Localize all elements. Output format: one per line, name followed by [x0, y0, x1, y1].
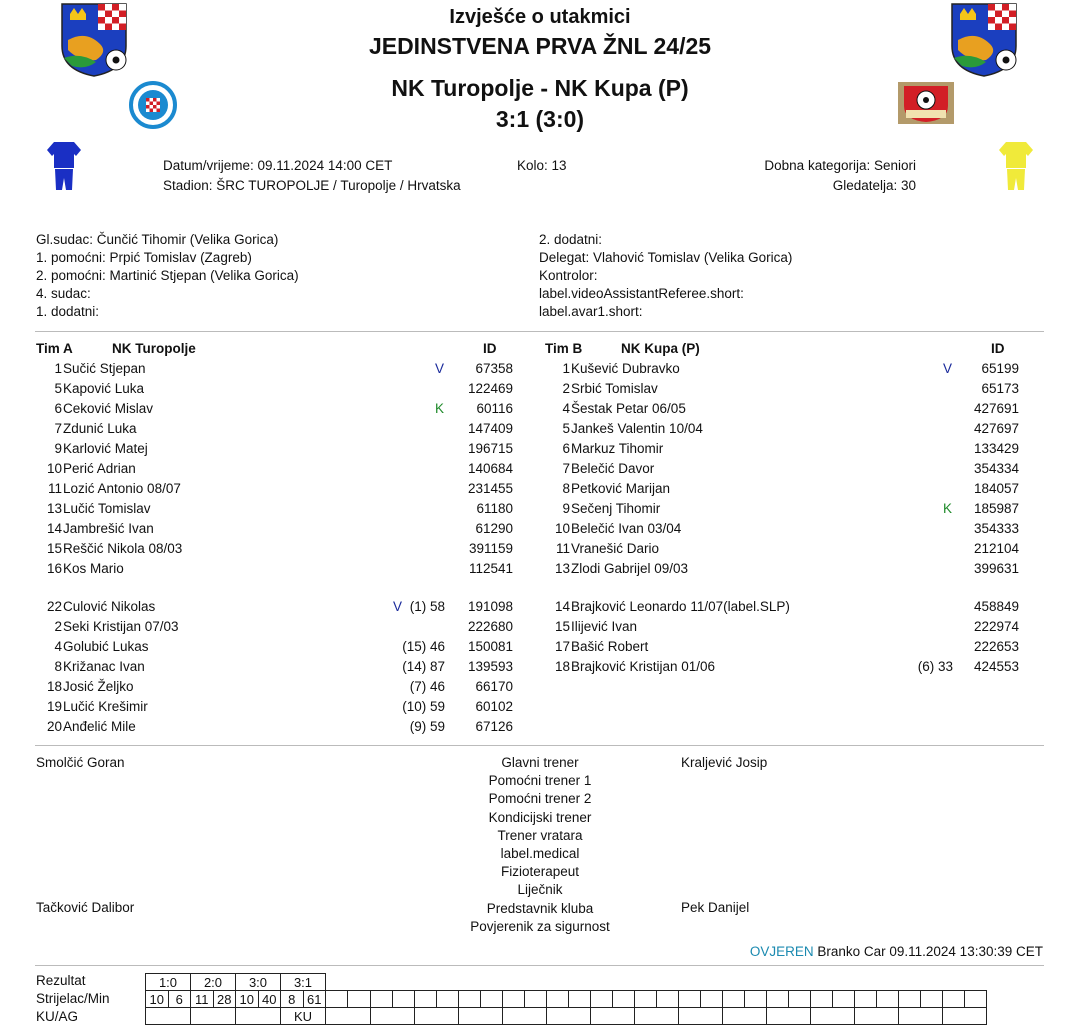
result-cell: [766, 974, 810, 991]
county-crest-right: [946, 0, 1022, 78]
player-number: 11: [47, 481, 62, 496]
player-role-mark: K: [943, 501, 953, 516]
scorer-cell: [788, 991, 810, 1008]
divider-staff: [35, 745, 1044, 746]
player-id: 196715: [467, 441, 513, 456]
ku-cell: [810, 1008, 854, 1025]
player-name: Sečenj Tihomir: [571, 501, 661, 516]
player-number: 7: [562, 461, 570, 476]
match-stadium: Stadion: ŠRC TUROPOLJE / Turopolje / Hrvatska: [163, 178, 461, 193]
scorer-cell: [392, 991, 414, 1008]
player-number: 14: [554, 599, 570, 614]
player-id: 60102: [475, 699, 513, 714]
scorer-cell: 11: [191, 991, 214, 1008]
player-name: Markuz Tihomir: [571, 441, 664, 456]
staff-role: Liječnik: [517, 882, 563, 898]
ku-cell: [854, 1008, 898, 1025]
player-id: 150081: [467, 639, 513, 654]
staff-role: Povjerenik za sigurnost: [470, 918, 610, 934]
player-substitution: (9) 59: [409, 719, 445, 734]
scorer-cell: [502, 991, 524, 1008]
player-number: 11: [555, 541, 570, 556]
ku-cell: KU: [281, 1008, 326, 1025]
verification-line: [600, 943, 1043, 961]
scorer-cell: [546, 991, 568, 1008]
player-name: Anđelić Mile: [63, 719, 136, 734]
scorer-cell: [348, 991, 370, 1008]
turopolje-club-logo: [129, 78, 177, 133]
age-category: Dobna kategorija: Seniori: [764, 158, 916, 173]
staff-role: Trener vratara: [497, 827, 583, 843]
player-role-mark: K: [435, 401, 445, 416]
scorer-label: Strijelac/Min: [36, 991, 110, 1006]
result-cell: [590, 974, 634, 991]
team-a-head-coach: Smolčić Goran: [36, 755, 125, 770]
player-number: 2: [562, 381, 570, 396]
player-name: Bašić Robert: [571, 639, 649, 654]
scorer-cell: [436, 991, 458, 1008]
player-name: Križanac Ivan: [63, 659, 145, 674]
result-cell: [810, 974, 854, 991]
player-id: 67126: [475, 719, 513, 734]
player-name: Lučić Krešimir: [63, 699, 148, 714]
attendance: Gledatelja: 30: [832, 178, 916, 193]
result-cell: [722, 974, 766, 991]
scorer-cell: [480, 991, 502, 1008]
ku-cell: [546, 1008, 590, 1025]
player-name: Šestak Petar 06/05: [571, 401, 686, 416]
player-name: Lučić Tomislav: [63, 501, 151, 516]
ku-cell: [414, 1008, 458, 1025]
player-id: 191098: [467, 599, 513, 614]
official-line: Delegat: Vlahović Tomislav (Velika Gorica): [539, 250, 793, 265]
player-name: Zdunić Luka: [63, 421, 137, 436]
scorer-cell: [326, 991, 348, 1008]
scorer-cell: [964, 991, 986, 1008]
ku-cell: [590, 1008, 634, 1025]
ku-cell: [236, 1008, 281, 1025]
player-number: 8: [54, 659, 62, 674]
team-a-label: Tim A: [36, 341, 73, 356]
player-number: 4: [54, 639, 62, 654]
team-b-label: Tim B: [545, 341, 583, 356]
scorer-cell: [810, 991, 832, 1008]
player-number: 6: [562, 441, 570, 456]
player-number: 13: [46, 501, 62, 516]
player-id: 61180: [476, 501, 513, 516]
player-number: 20: [46, 719, 62, 734]
player-name: Lozić Antonio 08/07: [63, 481, 181, 496]
player-number: 6: [54, 401, 62, 416]
scorer-cell: [678, 991, 700, 1008]
ku-cell: [722, 1008, 766, 1025]
staff-role: Fizioterapeut: [500, 864, 580, 880]
player-id: 458849: [973, 599, 1019, 614]
player-substitution: (1) 58: [409, 599, 445, 614]
result-cell: [502, 974, 546, 991]
player-number: 1: [54, 361, 62, 376]
scorer-cell: [568, 991, 590, 1008]
player-role-mark: V: [435, 361, 445, 376]
player-number: 19: [46, 699, 62, 714]
result-cell: 3:1: [281, 974, 326, 991]
competition-title: JEDINSTVENA PRVA ŽNL 24/25: [368, 33, 712, 59]
player-number: 9: [54, 441, 62, 456]
scorer-cell: [832, 991, 854, 1008]
ku-cell: [634, 1008, 678, 1025]
match-round: Kolo: 13: [517, 158, 567, 173]
result-cell: [678, 974, 722, 991]
scorer-cell: 10: [146, 991, 169, 1008]
player-name: Jambrešić Ivan: [63, 521, 154, 536]
scorer-row: [146, 991, 987, 1008]
team-a-representative: Tačković Dalibor: [36, 900, 135, 915]
player-name: Culović Nikolas: [63, 599, 156, 614]
player-number: 22: [46, 599, 62, 614]
player-id: 184057: [973, 481, 1019, 496]
player-number: 5: [54, 381, 62, 396]
result-cell: [458, 974, 502, 991]
scorer-cell: 6: [168, 991, 191, 1008]
official-line: Kontrolor:: [539, 268, 598, 283]
player-name: Seki Kristijan 07/03: [63, 619, 179, 634]
match-datetime: Datum/vrijeme: 09.11.2024 14:00 CET: [163, 158, 393, 173]
ku-row: [146, 1008, 987, 1025]
player-number: 17: [554, 639, 570, 654]
player-id: 185987: [973, 501, 1019, 516]
player-name: Ceković Mislav: [63, 401, 154, 416]
ku-label: KU/AG: [36, 1009, 79, 1024]
player-number: 5: [562, 421, 570, 436]
player-number: 2: [54, 619, 62, 634]
score-table: [145, 973, 987, 1025]
verification-status: OVJEREN: [749, 944, 814, 959]
player-name: Karlović Matej: [63, 441, 148, 456]
player-substitution: (15) 46: [402, 639, 445, 654]
player-name: Zlodi Gabrijel 09/03: [571, 561, 689, 576]
result-cell: [898, 974, 942, 991]
team-a-id-header: ID: [483, 341, 497, 356]
player-id: 427697: [973, 421, 1019, 436]
county-crest-left: [56, 0, 132, 78]
player-role-mark: V: [943, 361, 953, 376]
player-name: Josić Željko: [63, 679, 134, 694]
scorer-cell: 8: [281, 991, 304, 1008]
scorer-cell: [854, 991, 876, 1008]
player-id: 65199: [981, 361, 1019, 376]
player-number: 7: [54, 421, 62, 436]
player-name: Ilijević Ivan: [571, 619, 638, 634]
report-title: Izvješće o utakmici: [449, 6, 631, 28]
team-a-name: NK Turopolje: [112, 341, 196, 356]
player-id: 133429: [973, 441, 1019, 456]
player-name: Sučić Stjepan: [63, 361, 146, 376]
player-name: Kapović Luka: [63, 381, 145, 396]
staff-role: Pomoćni trener 2: [488, 791, 592, 807]
player-id: 66170: [475, 679, 513, 694]
player-name: Reščić Nikola 08/03: [63, 541, 183, 556]
scorer-cell: 10: [236, 991, 259, 1008]
official-line: 1. dodatni:: [36, 304, 100, 319]
home-kit-icon: [46, 140, 82, 192]
player-id: 354334: [973, 461, 1019, 476]
result-cell: [546, 974, 590, 991]
verification-by: Branko Car 09.11.2024 13:30:39 CET: [817, 944, 1043, 959]
player-id: 222974: [973, 619, 1019, 634]
scorer-cell: [700, 991, 722, 1008]
player-id: 67358: [475, 361, 513, 376]
player-id: 112541: [468, 561, 513, 576]
player-name: Belečić Ivan 03/04: [571, 521, 682, 536]
player-id: 60116: [476, 401, 513, 416]
player-number: 18: [46, 679, 62, 694]
player-substitution: (7) 46: [409, 679, 445, 694]
result-cell: 3:0: [236, 974, 281, 991]
away-kit-icon: [998, 140, 1034, 192]
scorer-cell: 28: [213, 991, 236, 1008]
ku-cell: [898, 1008, 942, 1025]
player-name: Srbić Tomislav: [571, 381, 658, 396]
official-line: 1. pomoćni: Prpić Tomislav (Zagreb): [36, 250, 252, 265]
result-cell: 2:0: [191, 974, 236, 991]
player-number: 1: [562, 361, 570, 376]
player-id: 140684: [467, 461, 513, 476]
ku-cell: [146, 1008, 191, 1025]
official-line: 4. sudac:: [36, 286, 91, 301]
player-name: Golubić Lukas: [63, 639, 149, 654]
player-number: 16: [46, 561, 62, 576]
ku-cell: [942, 1008, 986, 1025]
result-cell: 1:0: [146, 974, 191, 991]
ku-cell: [326, 1008, 371, 1025]
scorer-cell: [370, 991, 392, 1008]
scorer-cell: [458, 991, 480, 1008]
scorer-cell: [612, 991, 634, 1008]
result-row: [146, 974, 987, 991]
ku-cell: [191, 1008, 236, 1025]
divider-officials: [35, 331, 1044, 332]
player-id: 391159: [468, 541, 513, 556]
scorer-cell: [766, 991, 788, 1008]
result-label: Rezultat: [36, 973, 86, 988]
player-name: Brajković Leonardo 11/07(label.SLP): [571, 599, 790, 614]
player-substitution: (6) 33: [917, 659, 953, 674]
player-number: 13: [554, 561, 570, 576]
player-name: Vranešić Dario: [571, 541, 660, 556]
scorer-cell: [722, 991, 744, 1008]
player-id: 65173: [981, 381, 1019, 396]
player-id: 212104: [973, 541, 1019, 556]
staff-role: Predstavnik kluba: [486, 900, 594, 916]
official-line: Gl.sudac: Čunčić Tihomir (Velika Gorica): [36, 232, 279, 247]
ku-cell: [766, 1008, 810, 1025]
scorer-cell: [744, 991, 766, 1008]
scorer-cell: [524, 991, 546, 1008]
player-number: 10: [554, 521, 570, 536]
scorer-cell: [876, 991, 898, 1008]
scorer-cell: [414, 991, 436, 1008]
player-id: 222680: [467, 619, 513, 634]
player-id: 399631: [973, 561, 1019, 576]
result-cell: [942, 974, 986, 991]
player-number: 9: [562, 501, 570, 516]
player-number: 15: [46, 541, 62, 556]
result-cell: [370, 974, 414, 991]
official-line: label.avar1.short:: [539, 304, 643, 319]
team-b-name: NK Kupa (P): [621, 341, 700, 356]
player-id: 61290: [475, 521, 513, 536]
ku-cell: [678, 1008, 722, 1025]
scorer-cell: 40: [258, 991, 281, 1008]
staff-role: Glavni trener: [501, 755, 579, 770]
result-cell: [634, 974, 678, 991]
player-id: 147409: [467, 421, 513, 436]
official-line: label.videoAssistantReferee.short:: [539, 286, 744, 301]
player-name: Belečić Davor: [571, 461, 655, 476]
player-name: Kos Mario: [63, 561, 124, 576]
match-title: NK Turopolje - NK Kupa (P): [391, 75, 689, 101]
scorer-cell: [942, 991, 964, 1008]
scorer-cell: [590, 991, 612, 1008]
result-cell: [414, 974, 458, 991]
staff-role: Pomoćni trener 1: [488, 773, 592, 789]
staff-role: Kondicijski trener: [488, 809, 592, 825]
ku-cell: [370, 1008, 414, 1025]
player-number: 10: [46, 461, 62, 476]
team-b-representative: Pek Danijel: [681, 900, 750, 915]
player-name: Perić Adrian: [63, 461, 136, 476]
player-id: 424553: [973, 659, 1019, 674]
ku-cell: [502, 1008, 546, 1025]
result-cell: [854, 974, 898, 991]
kupa-club-logo: [898, 82, 954, 124]
player-name: Kušević Dubravko: [571, 361, 680, 376]
scorer-cell: [634, 991, 656, 1008]
player-id: 427691: [973, 401, 1019, 416]
player-name: Jankeš Valentin 10/04: [571, 421, 703, 436]
scorer-cell: [920, 991, 942, 1008]
team-b-id-header: ID: [991, 341, 1005, 356]
scorer-cell: [656, 991, 678, 1008]
official-line: 2. pomoćni: Martinić Stjepan (Velika Gorica): [36, 268, 299, 283]
player-substitution: (10) 59: [402, 699, 445, 714]
player-substitution: (14) 87: [402, 659, 445, 674]
ku-cell: [458, 1008, 502, 1025]
scorer-cell: 61: [303, 991, 326, 1008]
player-id: 222653: [973, 639, 1019, 654]
player-number: 4: [562, 401, 570, 416]
player-number: 14: [46, 521, 62, 536]
team-b-head-coach: Kraljević Josip: [681, 755, 768, 770]
player-id: 139593: [467, 659, 513, 674]
divider-score: [35, 965, 1044, 966]
player-number: 8: [562, 481, 570, 496]
result-cell: [326, 974, 371, 991]
player-number: 18: [554, 659, 570, 674]
player-id: 354333: [973, 521, 1019, 536]
staff-role: label.medical: [500, 846, 580, 861]
player-id: 231455: [467, 481, 513, 496]
scorer-cell: [898, 991, 920, 1008]
player-number: 15: [554, 619, 570, 634]
player-name: Brajković Kristijan 01/06: [571, 659, 716, 674]
player-role-mark: V: [393, 599, 403, 614]
official-line: 2. dodatni:: [539, 232, 603, 247]
player-name: Petković Marijan: [571, 481, 671, 496]
player-id: 122469: [467, 381, 513, 396]
match-score: 3:1 (3:0): [495, 106, 585, 132]
